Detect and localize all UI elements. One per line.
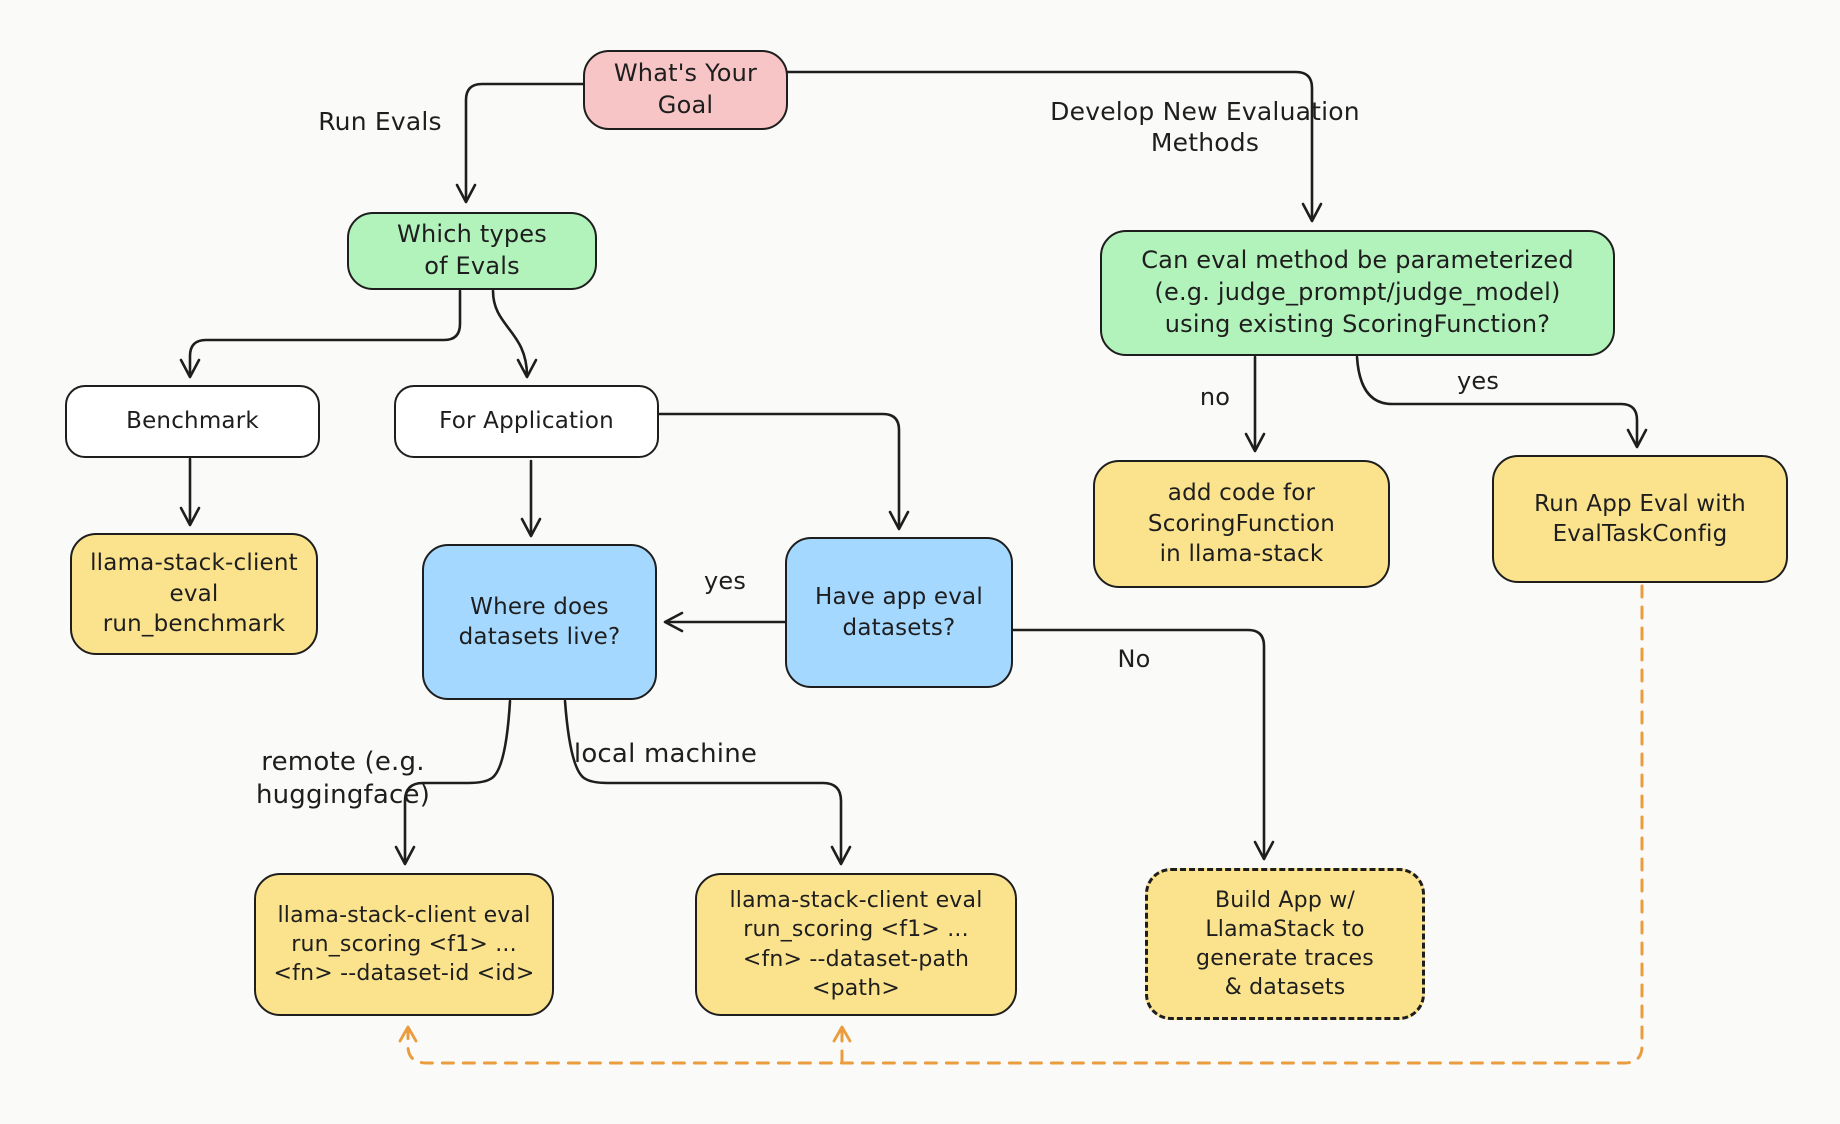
- node-run-benchmark-command: llama-stack-client eval run_benchmark: [70, 533, 318, 655]
- edge-label-yes-have-datasets: yes: [703, 567, 747, 595]
- node-have-app-eval-datasets: Have app eval datasets?: [785, 537, 1013, 688]
- node-where-does-datasets-live: Where does datasets live?: [422, 544, 657, 700]
- node-run-scoring-dataset-path: llama-stack-client eval run_scoring <f1> ... <fn> --dataset-path <path>: [695, 873, 1017, 1016]
- edge-for-application-to-have-datasets: [659, 414, 899, 528]
- edge-label-local-machine: local machine: [573, 739, 758, 769]
- edge-goal-to-which-types: [466, 84, 583, 201]
- node-add-code-for-scoringfunction: add code for ScoringFunction in llama-stack: [1093, 460, 1390, 588]
- node-run-scoring-dataset-id: llama-stack-client eval run_scoring <f1> ... <fn> --dataset-id <id>: [254, 873, 554, 1016]
- edge-label-no-parameterize: no: [1199, 383, 1231, 411]
- edge-label-yes-parameterize: yes: [1456, 367, 1500, 395]
- node-which-types-of-evals: Which types of Evals: [347, 212, 597, 290]
- edge-which-types-to-benchmark: [190, 291, 460, 376]
- edge-label-no-have-datasets: No: [1117, 645, 1151, 673]
- edge-where-datasets-local-to-run-scoring-path: [565, 701, 841, 863]
- node-whats-your-goal: What's Your Goal: [583, 50, 788, 130]
- node-can-eval-method-be-parameterized: Can eval method be parameterized (e.g. judge_prompt/judge_model) using existing ScoringFunction?: [1100, 230, 1615, 356]
- edge-label-remote-huggingface: remote (e.g. huggingface): [255, 747, 431, 810]
- node-for-application: For Application: [394, 385, 659, 458]
- node-benchmark: Benchmark: [65, 385, 320, 458]
- node-run-app-eval-with-evaltaskconfig: Run App Eval with EvalTaskConfig: [1492, 455, 1788, 583]
- edge-which-types-to-for-application: [493, 291, 527, 376]
- edge-label-develop-new-evaluation-methods: Develop New Evaluation Methods: [1050, 97, 1360, 158]
- node-build-app-with-llamastack: Build App w/ LlamaStack to generate traces & datasets: [1145, 868, 1425, 1020]
- edge-label-run-evals: Run Evals: [318, 107, 442, 136]
